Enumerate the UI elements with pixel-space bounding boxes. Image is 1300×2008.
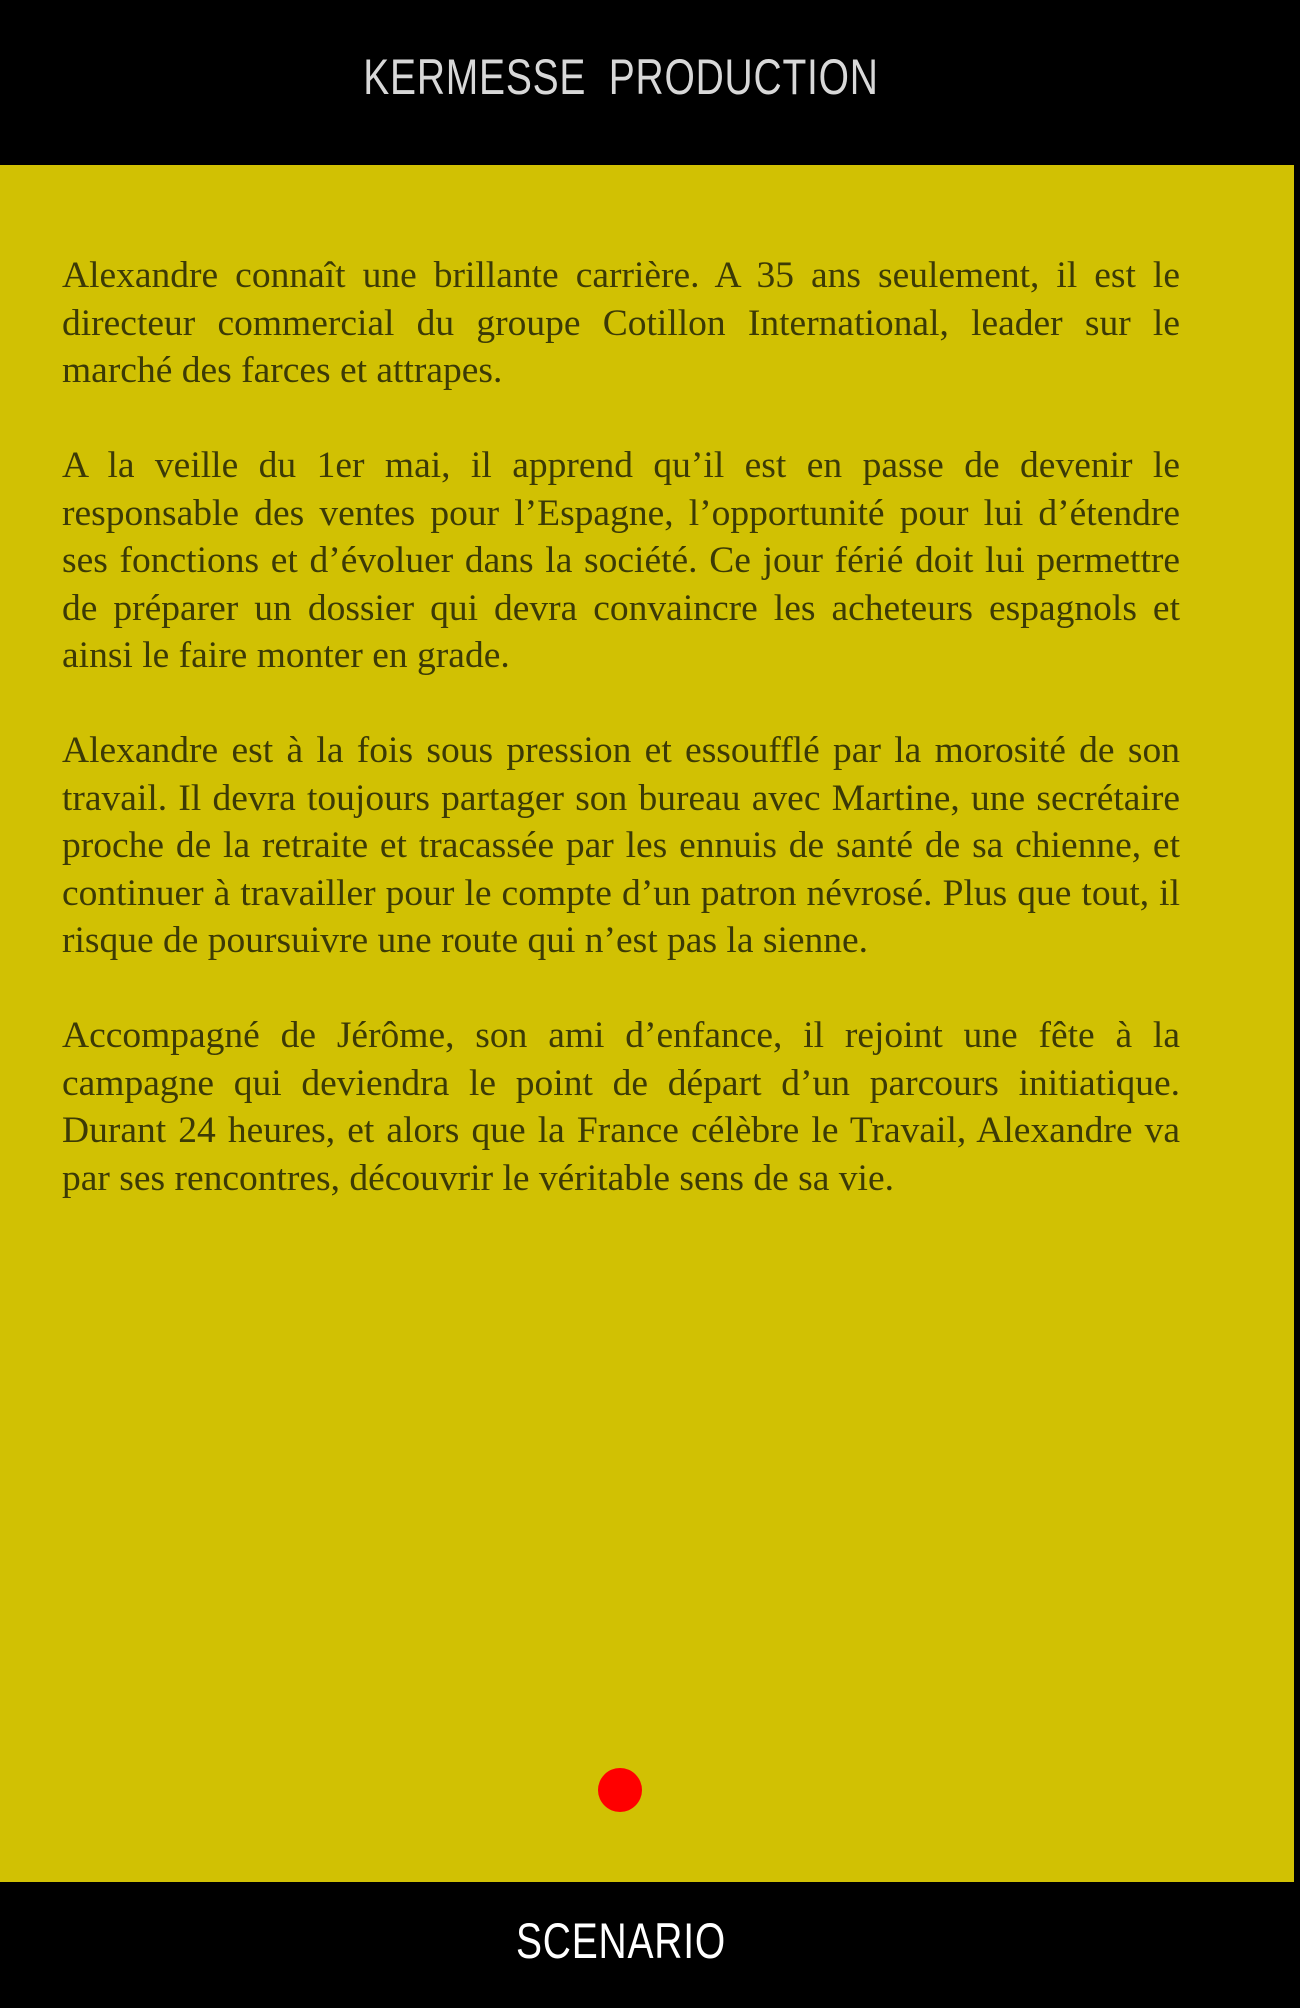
paragraph-4: Accompagné de Jérôme, son ami d’enfance, il rejoint une fête à la campagne qui deviendra le point de départ d’un parcours initiatique. Durant 24 heures, et alors que la France célèbre le Travail, Alexandre va par ses rencontres, découvrir le véritable sens de sa vie. (62, 1015, 1180, 1199)
paragraph-3: Alexandre est à la fois sous pression et essoufflé par la morosité de son travail. Il devra toujours partager son bureau avec Martine, une secrétaire proche de la retraite et tracassée par les ennuis de santé de sa chienne, et continuer à travailler pour le compte d’un patron névrosé. Plus que tout, il risque de poursuivre une route qui n’est pas la sienne. (62, 730, 1180, 961)
paragraph-2: A la veille du 1er mai, il apprend qu’il est en passe de devenir le responsable des ventes pour l’Espagne, l’opportunité pour lui d’étendre ses fonctions et d’évoluer dans la société. Ce jour férié doit lui permettre de préparer un dossier qui devra convaincre les acheteurs espagnols et ainsi le faire monter en grade. (62, 445, 1180, 676)
red-dot-icon (598, 1768, 642, 1812)
right-edge-strip (1294, 0, 1300, 2008)
paragraph-1: Alexandre connaît une brillante carrière. A 35 ans seulement, il est le directeur commercial du groupe Cotillon International, leader sur le marché des farces et attrapes. (62, 255, 1180, 391)
footer-bar (0, 1882, 1300, 2008)
synopsis-text (62, 252, 1180, 1250)
footer-title: SCENARIO (516, 1913, 726, 1969)
header-bar (0, 0, 1300, 165)
header-title: KERMESSE PRODUCTION (363, 49, 879, 105)
